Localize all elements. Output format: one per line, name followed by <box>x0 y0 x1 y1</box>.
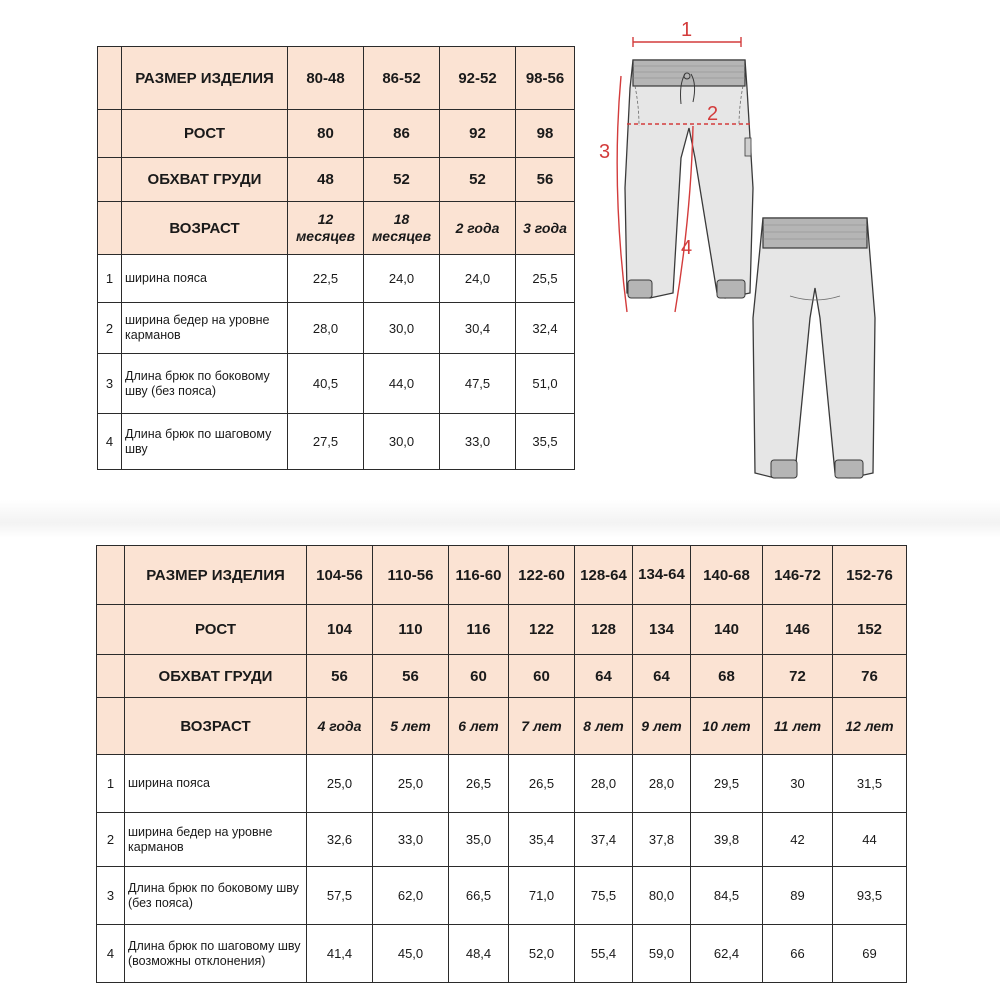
value-cell: 30 <box>763 755 833 813</box>
value-cell: 55,4 <box>575 925 633 983</box>
header-row-size <box>98 47 575 110</box>
row-label: ширина пояса <box>125 755 307 813</box>
value-cell: 33,0 <box>373 813 449 867</box>
chest-cell: 56 <box>373 655 449 698</box>
value-cell: 32,6 <box>307 813 373 867</box>
label-height: РОСТ <box>125 605 307 655</box>
value-cell: 62,4 <box>691 925 763 983</box>
measure-number-1: 1 <box>681 19 693 41</box>
value-cell: 93,5 <box>833 867 907 925</box>
pants-front-icon <box>625 60 753 298</box>
value-cell: 32,4 <box>516 303 575 354</box>
value-cell: 84,5 <box>691 867 763 925</box>
age-cell: 18 месяцев <box>364 202 440 255</box>
label-chest: ОБХВАТ ГРУДИ <box>125 655 307 698</box>
header-row-chest <box>97 655 907 698</box>
value-cell: 80,0 <box>633 867 691 925</box>
value-cell: 39,8 <box>691 813 763 867</box>
section-divider <box>0 500 1000 538</box>
chest-cell: 56 <box>516 158 575 202</box>
chest-cell: 72 <box>763 655 833 698</box>
age-cell: 6 лет <box>449 698 509 755</box>
row-label: Длина брюк по шаговому шву (возможны отклонения) <box>125 925 307 983</box>
age-cell: 11 лет <box>763 698 833 755</box>
height-cell: 110 <box>373 605 449 655</box>
value-cell: 44,0 <box>364 354 440 414</box>
value-cell: 59,0 <box>633 925 691 983</box>
height-cell: 152 <box>833 605 907 655</box>
value-cell: 57,5 <box>307 867 373 925</box>
size-cell: 140-68 <box>691 546 763 605</box>
value-cell: 24,0 <box>364 255 440 303</box>
chest-cell: 60 <box>509 655 575 698</box>
size-cell: 86-52 <box>364 47 440 110</box>
value-cell: 24,0 <box>440 255 516 303</box>
row-index: 2 <box>97 813 125 867</box>
value-cell: 27,5 <box>288 414 364 470</box>
table-row <box>98 303 575 354</box>
chest-cell: 52 <box>440 158 516 202</box>
value-cell: 35,5 <box>516 414 575 470</box>
age-cell: 12 лет <box>833 698 907 755</box>
age-cell: 2 года <box>440 202 516 255</box>
header-row-age <box>98 202 575 255</box>
size-table-small <box>97 46 575 470</box>
size-cell: 98-56 <box>516 47 575 110</box>
age-cell: 10 лет <box>691 698 763 755</box>
pants-back-icon <box>753 218 875 478</box>
row-index: 1 <box>98 255 122 303</box>
age-cell: 8 лет <box>575 698 633 755</box>
value-cell: 29,5 <box>691 755 763 813</box>
value-cell: 41,4 <box>307 925 373 983</box>
value-cell: 37,4 <box>575 813 633 867</box>
label-age: ВОЗРАСТ <box>125 698 307 755</box>
height-cell: 86 <box>364 110 440 158</box>
value-cell: 40,5 <box>288 354 364 414</box>
row-index: 3 <box>97 867 125 925</box>
chest-cell: 64 <box>633 655 691 698</box>
value-cell: 28,0 <box>633 755 691 813</box>
value-cell: 62,0 <box>373 867 449 925</box>
value-cell: 51,0 <box>516 354 575 414</box>
table-row <box>97 925 907 983</box>
row-index: 2 <box>98 303 122 354</box>
value-cell: 28,0 <box>575 755 633 813</box>
size-cell: 134-64 <box>633 546 691 605</box>
age-cell: 3 года <box>516 202 575 255</box>
value-cell: 25,0 <box>373 755 449 813</box>
height-cell: 146 <box>763 605 833 655</box>
row-index: 4 <box>98 414 122 470</box>
row-label: ширина бедер на уровне карманов <box>122 303 288 354</box>
row-index: 3 <box>98 354 122 414</box>
row-label: Длина брюк по боковому шву (без пояса) <box>125 867 307 925</box>
value-cell: 26,5 <box>509 755 575 813</box>
size-cell: 92-52 <box>440 47 516 110</box>
height-cell: 122 <box>509 605 575 655</box>
row-label: ширина бедер на уровне карманов <box>125 813 307 867</box>
table-row <box>97 813 907 867</box>
header-row-age <box>97 698 907 755</box>
age-cell: 5 лет <box>373 698 449 755</box>
value-cell: 75,5 <box>575 867 633 925</box>
row-index: 4 <box>97 925 125 983</box>
value-cell: 89 <box>763 867 833 925</box>
label-size: РАЗМЕР ИЗДЕЛИЯ <box>122 47 288 110</box>
height-cell: 128 <box>575 605 633 655</box>
value-cell: 48,4 <box>449 925 509 983</box>
age-cell: 12 месяцев <box>288 202 364 255</box>
label-age: ВОЗРАСТ <box>122 202 288 255</box>
chest-cell: 60 <box>449 655 509 698</box>
value-cell: 66 <box>763 925 833 983</box>
chest-cell: 64 <box>575 655 633 698</box>
table-row <box>97 755 907 813</box>
size-cell: 110-56 <box>373 546 449 605</box>
value-cell: 26,5 <box>449 755 509 813</box>
value-cell: 37,8 <box>633 813 691 867</box>
label-height: РОСТ <box>122 110 288 158</box>
header-row-height <box>97 605 907 655</box>
table-row <box>98 255 575 303</box>
size-cell: 146-72 <box>763 546 833 605</box>
age-cell: 9 лет <box>633 698 691 755</box>
value-cell: 30,4 <box>440 303 516 354</box>
value-cell: 71,0 <box>509 867 575 925</box>
row-label: ширина пояса <box>122 255 288 303</box>
value-cell: 47,5 <box>440 354 516 414</box>
size-cell: 104-56 <box>307 546 373 605</box>
header-row-chest <box>98 158 575 202</box>
value-cell: 69 <box>833 925 907 983</box>
label-chest: ОБХВАТ ГРУДИ <box>122 158 288 202</box>
table-row <box>98 354 575 414</box>
size-table-large <box>96 545 907 983</box>
chest-cell: 52 <box>364 158 440 202</box>
height-cell: 92 <box>440 110 516 158</box>
chest-cell: 48 <box>288 158 364 202</box>
height-cell: 116 <box>449 605 509 655</box>
row-label: Длина брюк по шаговому шву <box>122 414 288 470</box>
chest-cell: 76 <box>833 655 907 698</box>
value-cell: 42 <box>763 813 833 867</box>
height-cell: 98 <box>516 110 575 158</box>
chest-cell: 68 <box>691 655 763 698</box>
table-row <box>97 867 907 925</box>
chest-cell: 56 <box>307 655 373 698</box>
value-cell: 30,0 <box>364 414 440 470</box>
size-cell: 80-48 <box>288 47 364 110</box>
measure-number-2: 2 <box>707 103 719 125</box>
size-cell: 122-60 <box>509 546 575 605</box>
table-row <box>98 414 575 470</box>
measure-number-3: 3 <box>599 141 611 163</box>
height-cell: 140 <box>691 605 763 655</box>
age-cell: 4 года <box>307 698 373 755</box>
header-row-height <box>98 110 575 158</box>
value-cell: 22,5 <box>288 255 364 303</box>
value-cell: 52,0 <box>509 925 575 983</box>
height-cell: 104 <box>307 605 373 655</box>
measure-number-4: 4 <box>681 237 693 259</box>
value-cell: 45,0 <box>373 925 449 983</box>
value-cell: 66,5 <box>449 867 509 925</box>
value-cell: 30,0 <box>364 303 440 354</box>
value-cell: 44 <box>833 813 907 867</box>
age-cell: 7 лет <box>509 698 575 755</box>
value-cell: 35,0 <box>449 813 509 867</box>
row-index: 1 <box>97 755 125 813</box>
size-cell: 128-64 <box>575 546 633 605</box>
height-cell: 134 <box>633 605 691 655</box>
size-cell: 116-60 <box>449 546 509 605</box>
row-label: Длина брюк по боковому шву (без пояса) <box>122 354 288 414</box>
header-row-size <box>97 546 907 605</box>
value-cell: 25,0 <box>307 755 373 813</box>
pants-sketch <box>595 18 895 488</box>
value-cell: 28,0 <box>288 303 364 354</box>
size-cell: 152-76 <box>833 546 907 605</box>
value-cell: 35,4 <box>509 813 575 867</box>
value-cell: 25,5 <box>516 255 575 303</box>
height-cell: 80 <box>288 110 364 158</box>
label-size: РАЗМЕР ИЗДЕЛИЯ <box>125 546 307 605</box>
value-cell: 31,5 <box>833 755 907 813</box>
value-cell: 33,0 <box>440 414 516 470</box>
